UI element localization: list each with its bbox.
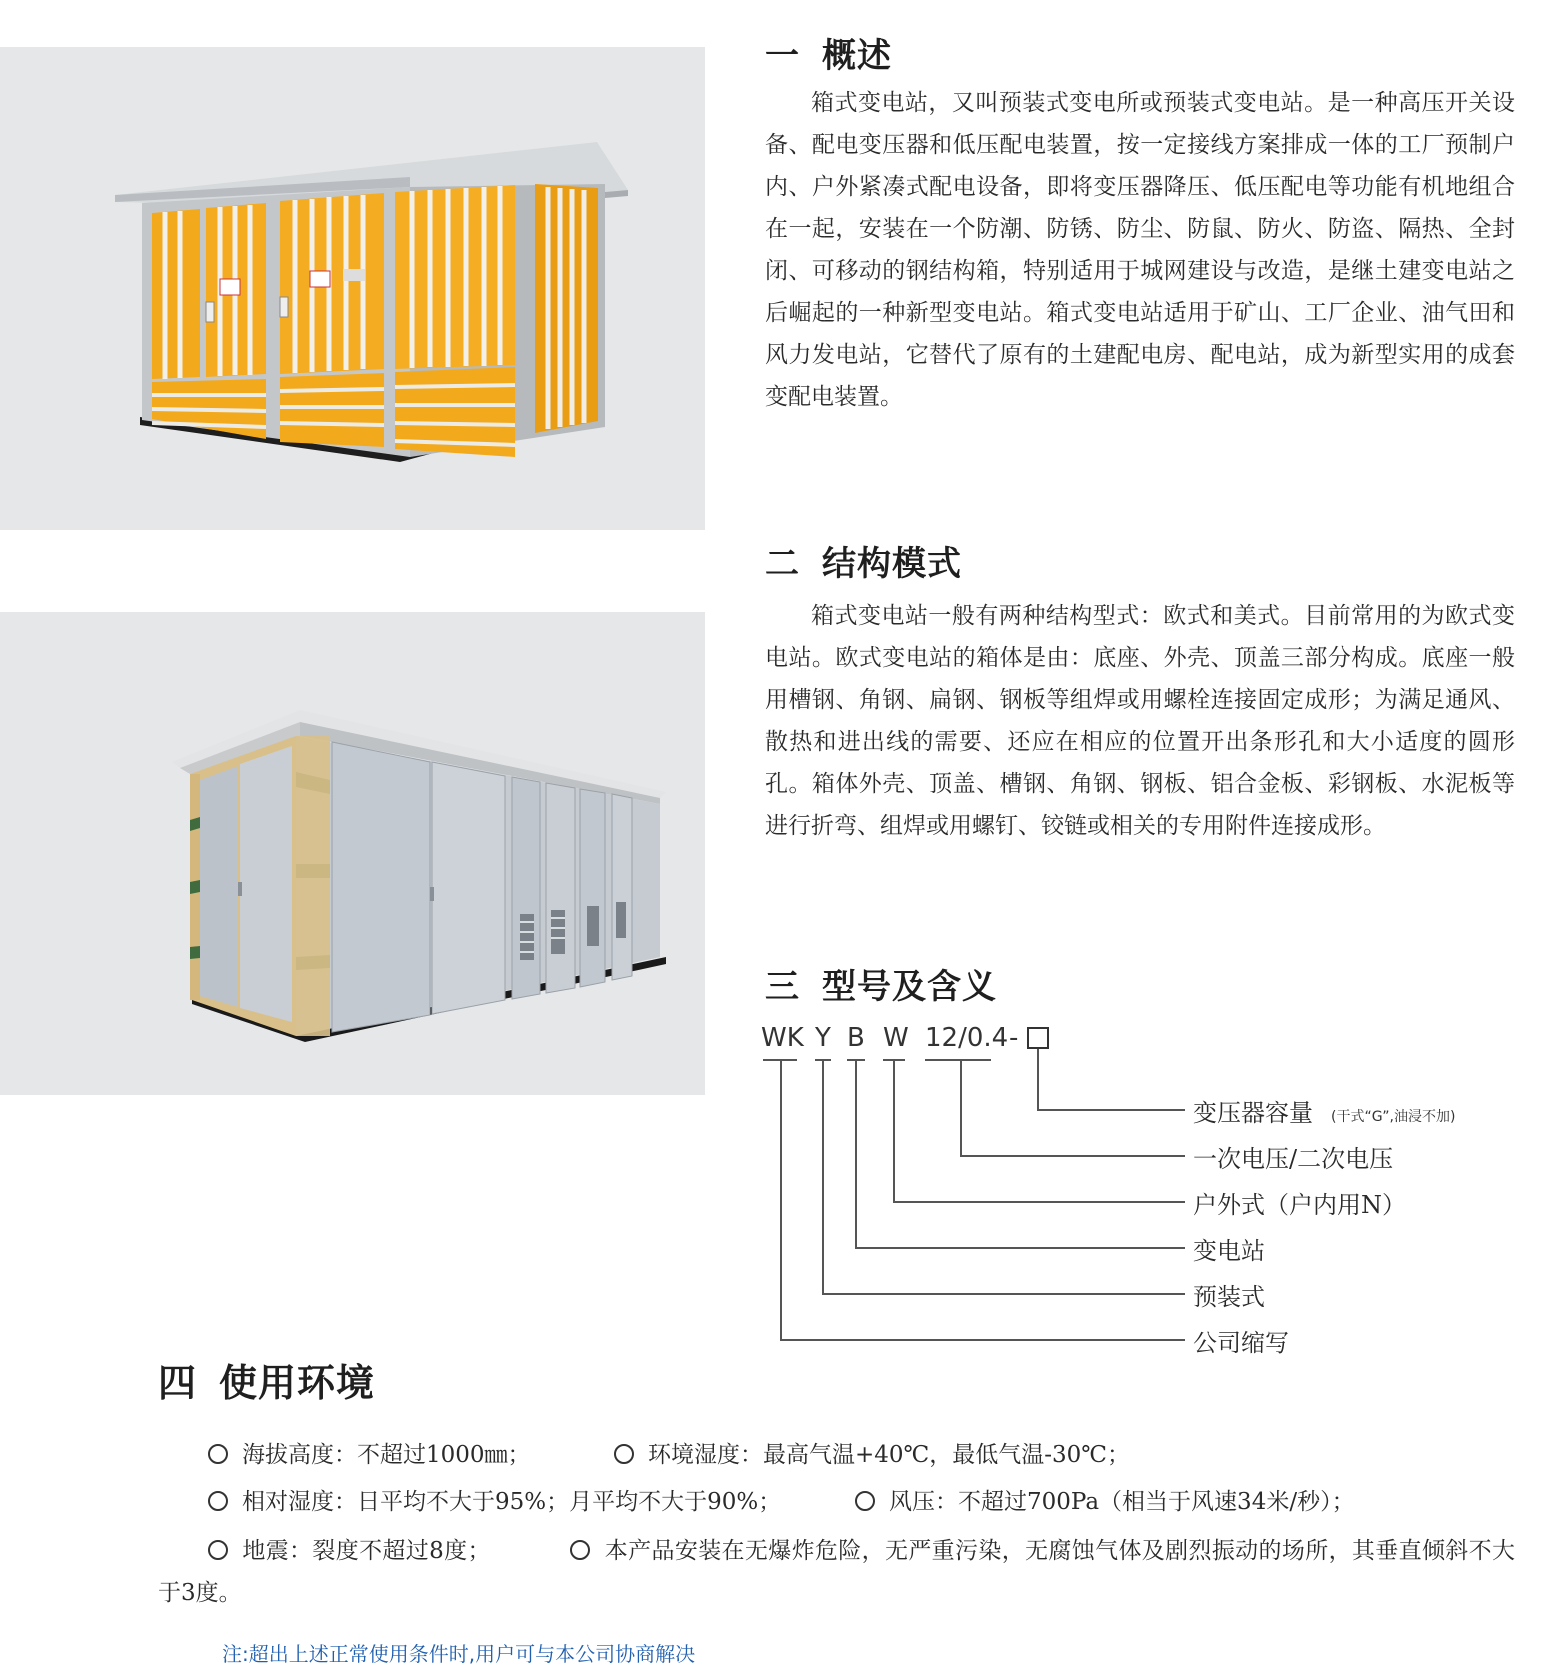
product-photo-grey-substation [0, 612, 705, 1095]
section-title: 型号及含义 [822, 967, 997, 1007]
bullet-circle-icon [208, 1540, 228, 1560]
section-title: 概述 [822, 36, 892, 76]
environment-item-temperature [614, 1436, 1130, 1469]
structure-paragraph: 箱式变电站一般有两种结构型式：欧式和美式。目前常用的为欧式变电站。欧式变电站的箱体是由：底座、外壳、顶盖三部分构成。底座一般用槽钢、角钢、扁钢、钢板等组焊或用螺栓连接固定成形；为满足通风、散热和进出线的需要、还应在相应的位置开出条形孔和大小适度的圆形孔。箱体外壳、顶盖、槽钢、角钢、钢板、铝合金板、彩钢板、水泥板等进行折弯、组焊或用螺钉、铰链或相关的专用附件连接成形。 [765, 603, 1515, 839]
environment-row-3 [158, 1530, 1515, 1614]
underline-voltage [925, 1059, 991, 1061]
model-code-wk: WK [761, 1023, 804, 1053]
section-heading-overview [765, 28, 892, 77]
environment-item-wind [855, 1483, 1355, 1516]
hline-capacity [1037, 1109, 1185, 1111]
environment-row-2 [0, 1483, 1554, 1517]
bullet-circle-icon [570, 1540, 590, 1560]
model-code-voltage: 12/0.4 [925, 1023, 1009, 1053]
meaning-substation: 变电站 [1193, 1237, 1265, 1265]
section-heading-model [765, 959, 997, 1008]
model-code-b: B [847, 1023, 865, 1053]
grey-substation-illustration [0, 612, 705, 1095]
bullet-circle-icon [614, 1444, 634, 1464]
meaning-prefab: 预装式 [1193, 1283, 1265, 1311]
model-code-w: W [883, 1023, 909, 1053]
leader-voltage [960, 1061, 962, 1157]
bullet-circle-icon [208, 1444, 228, 1464]
bullet-circle-icon [855, 1491, 875, 1511]
hline-voltage [960, 1155, 1185, 1157]
leader-capacity [1037, 1049, 1039, 1111]
environment-item-text: 风压：不超过700Pa（相当于风速34米/秒）； [889, 1489, 1355, 1515]
section-title: 使用环境 [219, 1361, 376, 1405]
leader-wk [780, 1061, 782, 1341]
hline-wk [780, 1339, 1185, 1341]
yellow-substation-illustration [0, 47, 705, 530]
section-number: 三 [765, 967, 800, 1007]
model-code-capacity-box [1027, 1027, 1049, 1049]
meaning-company: 公司缩写 [1193, 1329, 1289, 1357]
environment-item-earthquake: 地震：裂度不超过8度； [242, 1538, 491, 1564]
model-code-dash: - [1009, 1023, 1019, 1053]
overview-paragraph: 箱式变电站，又叫预装式变电所或预装式变电站。是一种高压开关设备、配电变压器和低压配电装置，按一定接线方案排成一体的工厂预制户内、户外紧凑式配电设备，即将变压器降压、低压配电等功能有机地组合在一起，安装在一个防潮、防锈、防尘、防鼠、防火、防盗、隔热、全封闭、可移动的钢结构箱，特别适用于城网建设与改造，是继土建变电站之后崛起的一种新型变电站。箱式变电站适用于矿山、工厂企业、油气田和风力发电站，它替代了原有的土建配电房、配电站，成为新型实用的成套变配电装置。 [765, 90, 1515, 410]
leader-w [893, 1061, 895, 1203]
product-photo-yellow-substation [0, 47, 705, 530]
hline-b [855, 1247, 1185, 1249]
meaning-label: 变压器容量 [1193, 1099, 1313, 1127]
section-title: 结构模式 [822, 544, 962, 584]
environment-footnote: 注:超出上述正常使用条件时,用户可与本公司协商解决 [222, 1642, 696, 1666]
environment-item-text: 相对湿度：日平均不大于95%；月平均不大于90%； [242, 1489, 782, 1515]
section-number: 四 [158, 1361, 198, 1405]
leader-y [822, 1061, 824, 1295]
environment-item-install-site: 本产品安装在无爆炸危险，无严重污染，无腐蚀气体及剧烈振动的场所，其垂直倾斜不大于3度。 [158, 1538, 1515, 1606]
environment-row-1 [0, 1436, 1554, 1470]
meaning-voltage: 一次电压/二次电压 [1193, 1145, 1394, 1173]
section-number: 一 [765, 36, 800, 76]
model-code-diagram [755, 1015, 1515, 1355]
bullet-circle-icon [208, 1491, 228, 1511]
section-heading-environment [158, 1352, 375, 1407]
environment-item-humidity [208, 1483, 781, 1516]
section-number: 二 [765, 544, 800, 584]
section-heading-structure [765, 536, 962, 585]
meaning-capacity [1193, 1093, 1455, 1128]
leader-b [855, 1061, 857, 1249]
environment-item-altitude [208, 1436, 531, 1469]
meaning-outdoor: 户外式（户内用N） [1193, 1191, 1406, 1219]
model-code-y: Y [815, 1023, 831, 1053]
environment-item-text: 海拔高度：不超过1000㎜； [242, 1442, 531, 1468]
hline-y [822, 1293, 1185, 1295]
meaning-note: (干式“G”,油浸不加) [1331, 1109, 1456, 1125]
environment-item-text: 环境湿度：最高气温+40℃，最低气温-30℃； [648, 1442, 1131, 1468]
hline-w [893, 1201, 1185, 1203]
